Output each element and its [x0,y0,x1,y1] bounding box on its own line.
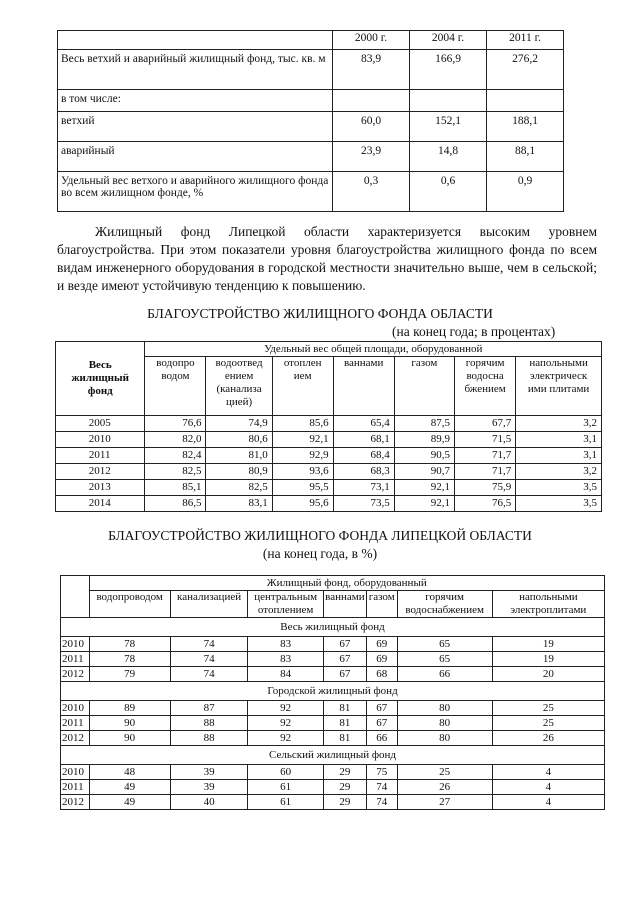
cell-value [333,90,410,112]
cell-value: 39 [170,765,248,780]
cell-value: 80 [397,716,492,731]
table-row [58,50,564,90]
cell-value: 83,1 [206,496,272,512]
cell-value: 69 [366,652,397,667]
year-header: 2004 г. [410,31,487,50]
cell-value: 84 [248,667,324,682]
cell-value: 82,4 [145,448,206,464]
cell-value: 75,9 [455,480,516,496]
section-title: Весь жилищный фонд [61,618,605,637]
cell-value: 71,7 [455,448,516,464]
year-cell: 2005 [56,416,145,432]
year-cell: 2013 [56,480,145,496]
cell-value: 3,1 [516,432,602,448]
column-header: ваннами [323,591,366,618]
group-header-row [61,576,605,591]
cell-value: 40 [170,795,248,810]
column-header: водопро водом [145,357,206,416]
cell-value: 276,2 [487,50,564,90]
cell-value: 90 [89,716,170,731]
year-cell: 2012 [61,667,90,682]
body-paragraph: Жилищный фонд Липецкой области характеризуется высоким уровнем благоустройства. При этом показатели уровня благоустройства жилищного фонда по всем видам инженерного оборудования в городской местности значительно выше, чем в сельской; и везде имеют устойчивую тенденцию к повышению. [57,224,597,293]
year-cell: 2011 [61,652,90,667]
cell-value: 89 [89,701,170,716]
table-row [56,448,602,464]
cell-value: 93,6 [272,464,333,480]
housing-amenities-table [55,341,602,512]
year-cell: 2014 [56,496,145,512]
row-label: аварийный [58,142,333,172]
cell-value: 83 [248,652,324,667]
group-header: Удельный вес общей площади, оборудованной [145,342,602,357]
cell-value [410,90,487,112]
column-header: газом [366,591,397,618]
cell-value: 83 [248,637,324,652]
cell-value: 65 [397,637,492,652]
cell-value: 61 [248,795,324,810]
cell-value: 67 [323,667,366,682]
table-row [61,637,605,652]
cell-value: 88 [170,731,248,746]
table-row [58,142,564,172]
table-row [61,795,605,810]
cell-value: 92 [248,731,324,746]
lipetsk-housing-amenities-table [60,575,605,810]
cell-value: 79 [89,667,170,682]
group-header-row [56,342,602,357]
column-header: напольными электроплитами [492,591,604,618]
cell-value: 90,5 [394,448,454,464]
cell-value: 95,5 [272,480,333,496]
cell-value: 92,9 [272,448,333,464]
cell-value: 76,6 [145,416,206,432]
year-cell: 2010 [61,765,90,780]
cell-value: 68,3 [333,464,394,480]
cell-value: 71,7 [455,464,516,480]
table-header-row [58,31,564,50]
column-header: центральным отоплением [248,591,324,618]
column-header: горячим водоснабжением [397,591,492,618]
year-header: 2000 г. [333,31,410,50]
cell-value: 86,5 [145,496,206,512]
cell-value: 88 [170,716,248,731]
cell-value: 82,5 [206,480,272,496]
cell-value: 68,4 [333,448,394,464]
cell-value: 4 [492,765,604,780]
cell-value: 92,1 [272,432,333,448]
cell-value: 81 [323,731,366,746]
table-row [61,780,605,795]
column-header: газом [394,357,454,416]
cell-value: 65 [397,652,492,667]
table-row [61,701,605,716]
cell-value: 60,0 [333,112,410,142]
cell-value: 3,5 [516,496,602,512]
column-header: горячим водосна бжением [455,357,516,416]
cell-value: 71,5 [455,432,516,448]
cell-value: 95,6 [272,496,333,512]
table-row [61,765,605,780]
cell-value: 3,5 [516,480,602,496]
cell-value: 80,6 [206,432,272,448]
year-cell: 2012 [56,464,145,480]
cell-value: 68 [366,667,397,682]
cell-value: 83,9 [333,50,410,90]
cell-value: 73,1 [333,480,394,496]
year-cell: 2011 [61,780,90,795]
year-header: 2011 г. [487,31,564,50]
column-header: ваннами [333,357,394,416]
cell-value: 60 [248,765,324,780]
row-label: ветхий [58,112,333,142]
table-row [56,480,602,496]
row-label: в том числе: [58,90,333,112]
cell-value: 74 [366,780,397,795]
row-label: Удельный вес ветхого и аварийного жилищного фонда во всем жилищном фонде, % [58,172,333,212]
year-cell: 2012 [61,731,90,746]
table-row [56,416,602,432]
section-row [61,746,605,765]
table-row [58,90,564,112]
cell-value: 4 [492,795,604,810]
section-row [61,682,605,701]
section-title: Сельский жилищный фонд [61,746,605,765]
cell-value: 188,1 [487,112,564,142]
cell-value: 19 [492,652,604,667]
table3-note: (на конец года, в %) [262,546,378,561]
empty-header-cell [61,576,90,618]
column-header: напольными электрическ ими плитами [516,357,602,416]
table-row [58,172,564,212]
cell-value: 90,7 [394,464,454,480]
column-header: водопроводом [89,591,170,618]
cell-value: 166,9 [410,50,487,90]
year-cell: 2010 [61,637,90,652]
cell-value: 0,6 [410,172,487,212]
table-row [61,667,605,682]
cell-value: 4 [492,780,604,795]
cell-value: 78 [89,652,170,667]
year-cell: 2010 [56,432,145,448]
cell-value: 27 [397,795,492,810]
cell-value: 81 [323,701,366,716]
table-row [56,464,602,480]
cell-value: 26 [397,780,492,795]
cell-value: 87,5 [394,416,454,432]
cell-value: 3,2 [516,464,602,480]
cell-value: 29 [323,795,366,810]
cell-value: 92 [248,701,324,716]
cell-value: 82,5 [145,464,206,480]
cell-value: 92 [248,716,324,731]
cell-value: 25 [492,701,604,716]
cell-value: 82,0 [145,432,206,448]
cell-value: 19 [492,637,604,652]
cell-value: 85,1 [145,480,206,496]
cell-value: 85,6 [272,416,333,432]
section-title: Городской жилищный фонд [61,682,605,701]
year-cell: 2010 [61,701,90,716]
section-row [61,618,605,637]
cell-value: 74 [170,667,248,682]
cell-value: 67 [366,716,397,731]
cell-value: 0,9 [487,172,564,212]
table-row [56,496,602,512]
column-header: канализацией [170,591,248,618]
cell-value: 76,5 [455,496,516,512]
cell-value [487,90,564,112]
cell-value: 80 [397,701,492,716]
column-header-row [61,591,605,618]
cell-value: 81,0 [206,448,272,464]
cell-value: 87 [170,701,248,716]
column-header: отоплен ием [272,357,333,416]
table-row [61,716,605,731]
cell-value: 92,1 [394,480,454,496]
year-cell: 2011 [61,716,90,731]
cell-value: 152,1 [410,112,487,142]
empty-header-cell [58,31,333,50]
cell-value: 92,1 [394,496,454,512]
year-cell: 2011 [56,448,145,464]
cell-value: 73,5 [333,496,394,512]
dilapidated-housing-table [57,30,564,212]
cell-value: 88,1 [487,142,564,172]
cell-value: 39 [170,780,248,795]
table2-note: (на конец года; в процентах) [392,324,556,339]
cell-value: 81 [323,716,366,731]
cell-value: 14,8 [410,142,487,172]
cell-value: 74 [170,652,248,667]
cell-value: 78 [89,637,170,652]
cell-value: 74 [170,637,248,652]
cell-value: 25 [397,765,492,780]
cell-value: 65,4 [333,416,394,432]
table-row [56,432,602,448]
cell-value: 68,1 [333,432,394,448]
cell-value: 26 [492,731,604,746]
table-row [61,652,605,667]
year-cell: 2012 [61,795,90,810]
cell-value: 66 [366,731,397,746]
row-label: Весь ветхий и аварийный жилищный фонд, тыс. кв. м [58,50,333,90]
cell-value: 3,1 [516,448,602,464]
table3-title: БЛАГОУСТРОЙСТВО ЖИЛИЩНОГО ФОНДА ЛИПЕЦКОЙ ОБЛАСТИ [108,528,532,543]
cell-value: 49 [89,780,170,795]
cell-value: 89,9 [394,432,454,448]
cell-value: 80,9 [206,464,272,480]
cell-value: 29 [323,780,366,795]
row-header: Весь жилищный фонд [56,342,145,416]
cell-value: 67,7 [455,416,516,432]
column-header: водоотвед ением (канализа цией) [206,357,272,416]
cell-value: 67 [323,652,366,667]
cell-value: 0,3 [333,172,410,212]
table-row [58,112,564,142]
cell-value: 66 [397,667,492,682]
table-row [61,731,605,746]
cell-value: 90 [89,731,170,746]
cell-value: 61 [248,780,324,795]
cell-value: 29 [323,765,366,780]
cell-value: 80 [397,731,492,746]
cell-value: 67 [323,637,366,652]
cell-value: 3,2 [516,416,602,432]
cell-value: 74,9 [206,416,272,432]
cell-value: 67 [366,701,397,716]
cell-value: 75 [366,765,397,780]
table2-title: БЛАГОУСТРОЙСТВО ЖИЛИЩНОГО ФОНДА ОБЛАСТИ [147,306,493,321]
cell-value: 69 [366,637,397,652]
group-header: Жилищный фонд, оборудованный [89,576,605,591]
cell-value: 23,9 [333,142,410,172]
cell-value: 25 [492,716,604,731]
cell-value: 48 [89,765,170,780]
cell-value: 74 [366,795,397,810]
cell-value: 49 [89,795,170,810]
cell-value: 20 [492,667,604,682]
